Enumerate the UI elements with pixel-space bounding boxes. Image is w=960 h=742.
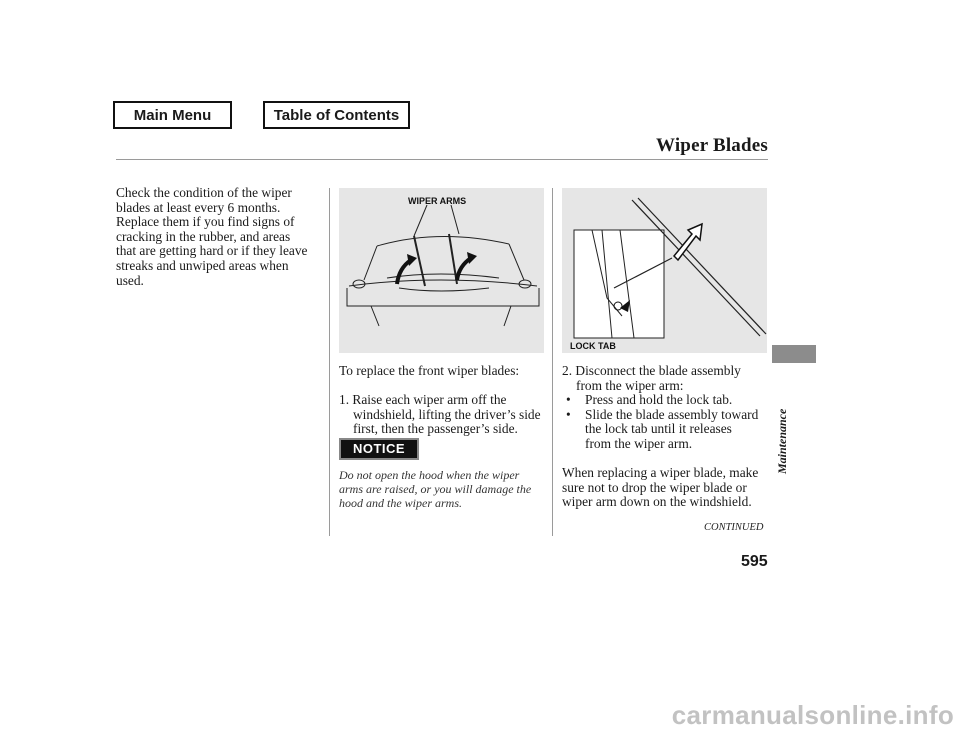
text-line: streaks and unwiped areas when	[116, 257, 289, 273]
closing-text: wiper arm down on the windshield.	[562, 494, 752, 510]
table-of-contents-button[interactable]: Table of Contents	[263, 101, 410, 129]
watermark: carmanualsonline.info	[671, 700, 954, 730]
notice-badge: NOTICE	[339, 438, 419, 460]
bullet-text: the lock tab until it releases	[585, 421, 732, 437]
bullet-text: Slide the blade assembly toward	[585, 406, 759, 422]
notice-line: hood and the wiper arms.	[339, 495, 462, 510]
step-number: 1.	[339, 392, 350, 408]
main-menu-button[interactable]: Main Menu	[113, 101, 232, 129]
continued-marker: CONTINUED	[704, 522, 764, 533]
notice-text	[339, 469, 549, 510]
notice-line: Do not open the hood when the wiper	[339, 468, 520, 482]
step-text: from the wiper arm:	[576, 377, 684, 393]
lock-tab-label: LOCK TAB	[570, 341, 616, 351]
bullet-icon: •	[566, 392, 571, 408]
column-divider	[329, 188, 330, 536]
bullet-icon: •	[566, 406, 571, 422]
text-line: blades at least every 6 months.	[116, 199, 281, 215]
closing-text: When replacing a wiper blade, make	[562, 465, 759, 481]
list-item	[562, 393, 772, 408]
procedure-intro	[339, 364, 549, 437]
intro-paragraph	[116, 186, 321, 288]
header-divider	[116, 159, 768, 160]
text-line: Check the condition of the wiper	[116, 185, 292, 200]
wiper-arms-figure	[339, 188, 544, 353]
text-line: cracking in the rubber, and areas	[116, 228, 291, 244]
notice-line: arms are raised, or you will damage the	[339, 481, 532, 496]
step-2	[562, 364, 772, 379]
text-line: used.	[116, 272, 144, 288]
column-divider	[552, 188, 553, 536]
text-line: Replace them if you find signs of	[116, 214, 295, 230]
procedure-lead: To replace the front wiper blades:	[339, 363, 520, 378]
step-1	[339, 393, 549, 408]
wiper-arms-label: WIPER ARMS	[408, 196, 467, 206]
text-line: that are getting hard or if they leave	[116, 243, 308, 259]
page-number: 595	[741, 553, 768, 570]
section-label: Maintenance	[775, 408, 789, 474]
step-text: Raise each wiper arm off the	[352, 392, 507, 408]
list-item	[562, 408, 772, 452]
section-tab	[772, 345, 816, 363]
step-text: windshield, lifting the driver’s side	[353, 406, 541, 422]
step-text: first, then the passenger’s side.	[353, 421, 518, 437]
bullet-text: Press and hold the lock tab.	[585, 392, 733, 408]
bullet-text: from the wiper arm.	[585, 435, 693, 451]
closing-text: sure not to drop the wiper blade or	[562, 479, 747, 495]
step-text: Disconnect the blade assembly	[575, 363, 741, 378]
blade-lock-tab-illustration	[562, 188, 767, 353]
page-title: Wiper Blades	[655, 135, 768, 156]
procedure-step-2	[562, 364, 772, 510]
step-number: 2.	[562, 363, 573, 378]
lock-tab-figure	[562, 188, 767, 353]
car-windshield-illustration	[339, 188, 544, 353]
